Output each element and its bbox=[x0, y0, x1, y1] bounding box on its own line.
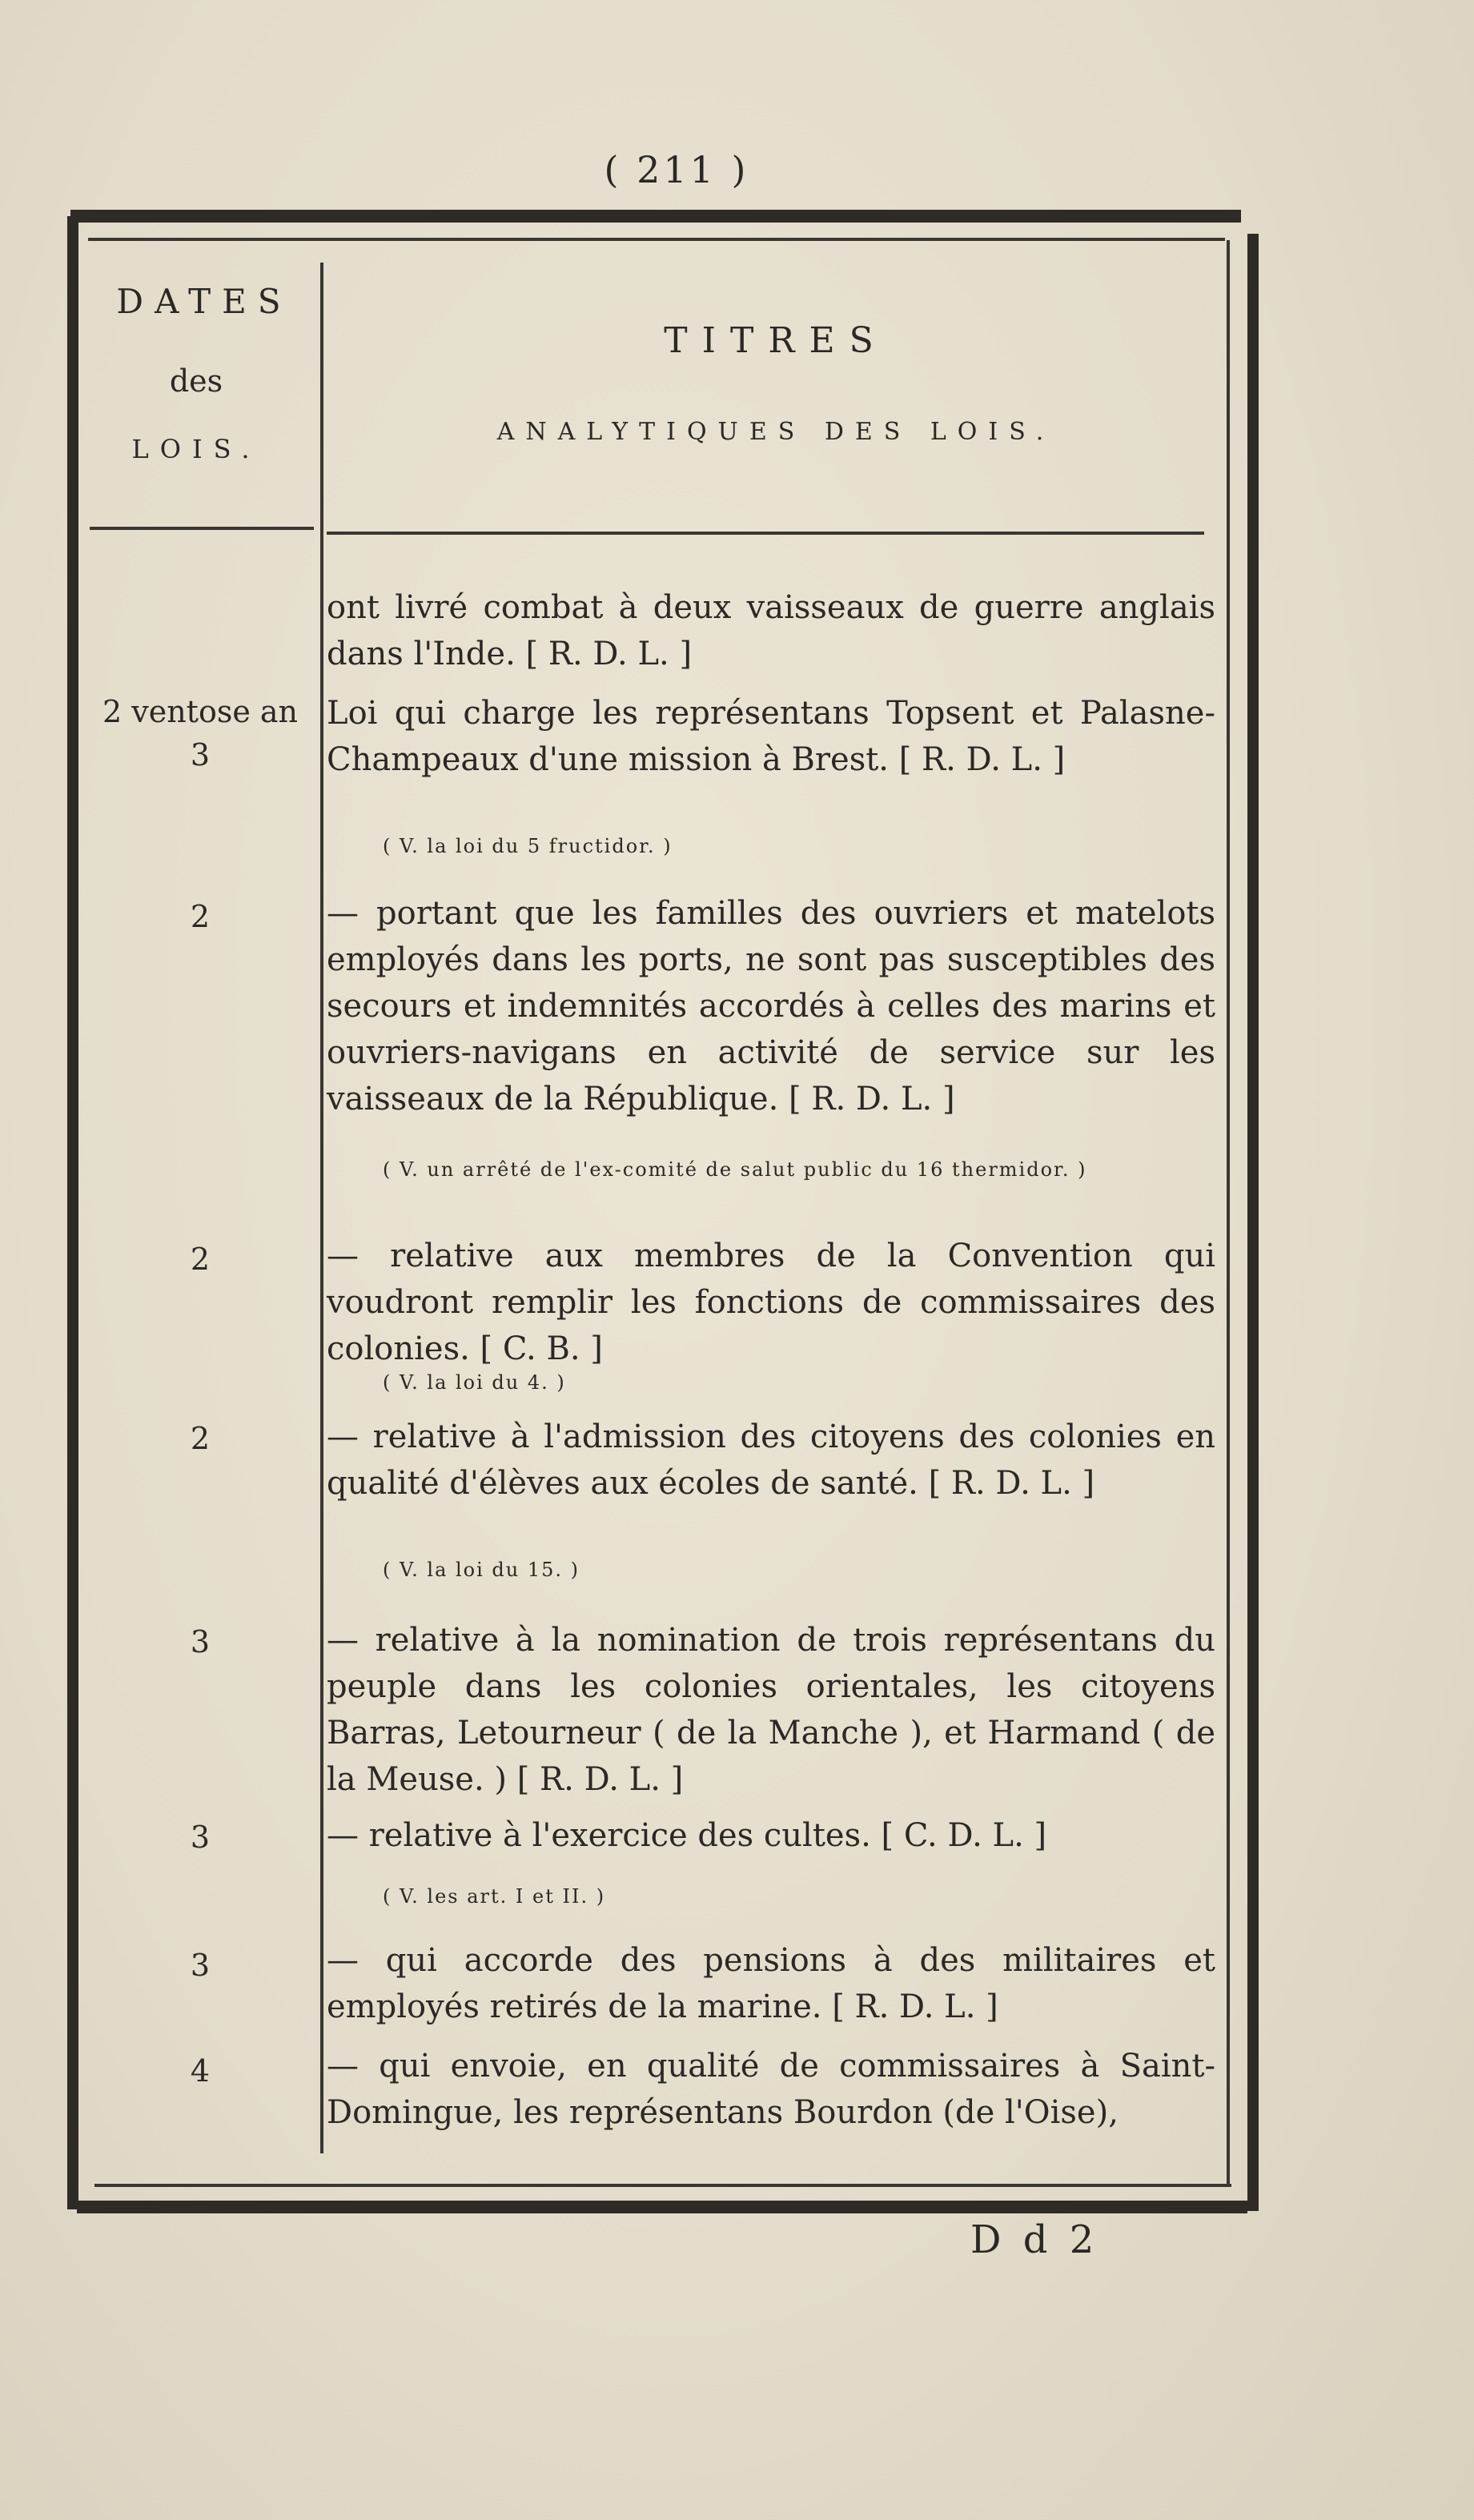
entry-note: ( V. la loi du 15. ) bbox=[383, 1559, 580, 1581]
entry-text: — qui accorde des pensions à des militaires et employés retirés de la marine. [ R. D. L. ] bbox=[327, 1942, 1215, 2025]
entry-note: ( V. la loi du 4. ) bbox=[383, 1371, 566, 1394]
entry-note: ( V. les art. I et II. ) bbox=[383, 1885, 606, 1908]
top-thin-rule bbox=[88, 238, 1225, 241]
header-titres: TITRES bbox=[664, 320, 888, 361]
header-dates: DATES bbox=[116, 282, 292, 321]
entry-note: ( V. la loi du 5 fructidor. ) bbox=[383, 835, 673, 857]
entry-date: 2 ventose an 3 bbox=[102, 694, 299, 772]
entry-text: — relative aux membres de la Convention qui voudront remplir les fonctions de commissaires des colonies. [ C. B. ] bbox=[327, 1238, 1215, 1367]
header-rule-right bbox=[327, 532, 1204, 535]
entry-text: — relative à la nomination de trois représentans du peuple dans les colonies orientales, les citoyens Barras, Letourneur ( de la Manche ), et Harmand ( de la Meuse. ) [ R. D. L. ] bbox=[327, 1622, 1215, 1798]
signature-mark: D d 2 bbox=[970, 2217, 1099, 2262]
entry-text: ont livré combat à deux vaisseaux de guerre anglais dans l'Inde. [ R. D. L. ] bbox=[327, 589, 1215, 672]
entry-text: — qui envoie, en qualité de commissaires à Saint-Domingue, les représentans Bourdon (de l'Oise), bbox=[327, 2048, 1215, 2131]
left-border bbox=[67, 216, 78, 2209]
entry-text: — portant que les familles des ouvriers et matelots employés dans les ports, ne sont pas susceptibles des secours et indemnités accordés à celles des marins et ouvriers-navigans en activité de service sur les vaisseaux de la République. [ R. D. L. ] bbox=[327, 895, 1215, 1118]
header-des: des bbox=[169, 363, 223, 399]
entry-date: 3 bbox=[190, 1820, 211, 1855]
entry-date: 3 bbox=[190, 1624, 211, 1659]
entry-note: ( V. un arrêté de l'ex-comité de salut public du 16 thermidor. ) bbox=[383, 1158, 1087, 1181]
entry-date: 2 bbox=[190, 899, 211, 934]
header-analytiques: ANALYTIQUES DES LOIS. bbox=[496, 418, 1055, 446]
header-rule-left bbox=[90, 527, 314, 530]
entry-text: Loi qui charge les représentans Topsent et Palasne-Champeaux d'une mission à Brest. [ R. D. L. ] bbox=[327, 695, 1215, 778]
bottom-thin-rule bbox=[94, 2184, 1231, 2187]
right-border bbox=[1247, 234, 1259, 2211]
entry-text: — relative à l'admission des citoyens des colonies en qualité d'élèves aux écoles de santé. [ R. D. L. ] bbox=[327, 1419, 1215, 1502]
top-thick-rule bbox=[70, 210, 1241, 223]
entry-date: 4 bbox=[190, 2053, 211, 2089]
page-number: ( 211 ) bbox=[604, 148, 749, 191]
right-thin-border bbox=[1227, 240, 1230, 2185]
entry-date: 2 bbox=[190, 1242, 211, 1277]
entry-date: 3 bbox=[190, 1948, 211, 1983]
entry-date: 2 bbox=[190, 1421, 211, 1456]
header-lois: LOIS. bbox=[131, 434, 261, 464]
bottom-thick-rule bbox=[77, 2201, 1247, 2213]
entry-text: — relative à l'exercice des cultes. [ C. D. L. ] bbox=[327, 1817, 1047, 1854]
column-divider bbox=[320, 263, 323, 2153]
